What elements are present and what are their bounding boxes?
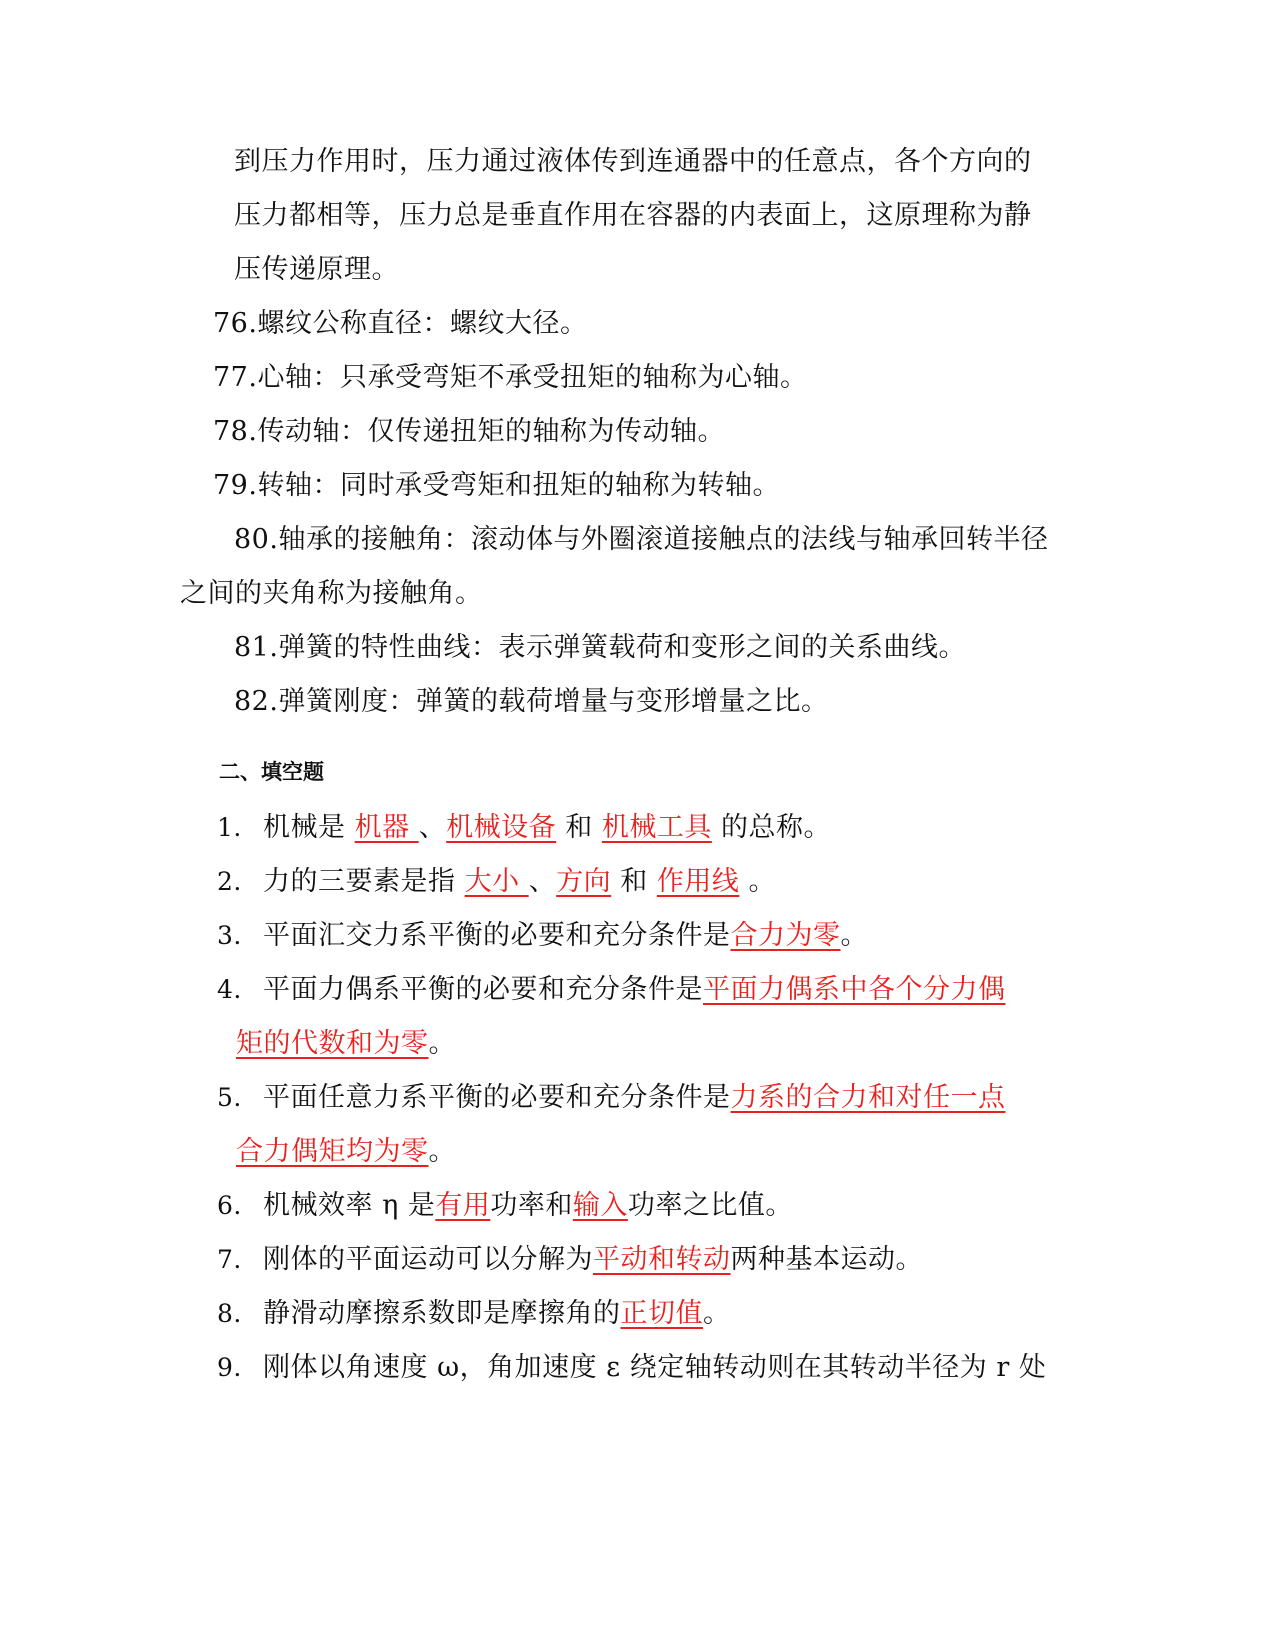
question-text: 、 — [418, 812, 447, 843]
answer-blank: 作用线 — [656, 866, 740, 897]
section-heading: 二、填空题 — [219, 760, 324, 784]
definition-77: 77.心轴：只承受弯矩不承受扭矩的轴称为心轴。 — [213, 362, 808, 393]
question-4-continuation — [236, 1026, 456, 1062]
definition-76: 76.螺纹公称直径：螺纹大径。 — [213, 308, 588, 339]
question-number: 3. — [217, 921, 242, 950]
answer-blank: 平面力偶系中各个分力偶 — [703, 974, 1006, 1005]
question-number: 2. — [217, 867, 242, 896]
question-text: 和 — [611, 866, 657, 897]
answer-blank: 合力偶矩均为零 — [236, 1136, 429, 1167]
question-3 — [217, 918, 868, 954]
question-text: 。 — [739, 866, 776, 897]
question-9 — [217, 1350, 1046, 1386]
question-6 — [217, 1188, 793, 1224]
paragraph-75-line-1: 到压力作用时，压力通过液体传到连通器中的任意点，各个方向的 — [234, 146, 1032, 177]
question-text: 的总称。 — [711, 812, 831, 843]
answer-blank: 机械设备 — [446, 812, 557, 843]
answer-blank: 平动和转动 — [593, 1244, 731, 1275]
question-7 — [217, 1242, 923, 1278]
question-text: 机械效率 η 是 — [263, 1190, 436, 1221]
question-2 — [217, 864, 776, 900]
question-text: 。 — [428, 1136, 456, 1167]
definition-79: 79.转轴：同时承受弯矩和扭矩的轴称为转轴。 — [213, 470, 780, 501]
question-text: 平面汇交力系平衡的必要和充分条件是 — [263, 920, 731, 951]
question-text: 刚体的平面运动可以分解为 — [263, 1244, 593, 1275]
question-text: 。 — [840, 920, 868, 951]
question-text: 平面任意力系平衡的必要和充分条件是 — [263, 1082, 731, 1113]
definition-82: 82.弹簧刚度：弹簧的载荷增量与变形增量之比。 — [234, 686, 829, 717]
question-text: 、 — [528, 866, 557, 897]
question-5-continuation — [236, 1134, 456, 1170]
paragraph-75-line-2: 压力都相等，压力总是垂直作用在容器的内表面上，这原理称为静 — [234, 200, 1032, 231]
question-text: 静滑动摩擦系数即是摩擦角的 — [263, 1298, 621, 1329]
question-text: 。 — [703, 1298, 731, 1329]
question-number: 8. — [217, 1299, 242, 1328]
question-number: 6. — [217, 1191, 242, 1220]
question-text: 和 — [556, 812, 602, 843]
question-number: 5. — [217, 1083, 242, 1112]
question-1 — [217, 810, 831, 846]
answer-blank: 方向 — [556, 866, 612, 897]
question-number: 4. — [217, 975, 242, 1004]
answer-blank: 有用 — [435, 1190, 491, 1221]
question-text: 。 — [428, 1028, 456, 1059]
question-text: 功率之比值。 — [627, 1190, 793, 1221]
question-text: 刚体以角速度 ω，角加速度 ε 绕定轴转动则在其转动半径为 r 处 — [263, 1352, 1047, 1383]
answer-blank: 大小 — [464, 866, 529, 897]
answer-blank: 正切值 — [620, 1298, 703, 1329]
question-text: 两种基本运动。 — [730, 1244, 923, 1275]
question-4 — [217, 972, 1006, 1008]
answer-blank: 机器 — [354, 812, 419, 843]
answer-blank: 机械工具 — [601, 812, 712, 843]
question-text: 机械是 — [263, 812, 355, 843]
question-text: 功率和 — [490, 1190, 573, 1221]
question-text: 平面力偶系平衡的必要和充分条件是 — [263, 974, 703, 1005]
answer-blank: 输入 — [572, 1190, 628, 1221]
paragraph-75-line-3: 压传递原理。 — [234, 254, 399, 285]
answer-blank: 力系的合力和对任一点 — [730, 1082, 1006, 1113]
question-number: 1. — [217, 813, 242, 842]
question-8 — [217, 1296, 731, 1332]
definition-81: 81.弹簧的特性曲线：表示弹簧载荷和变形之间的关系曲线。 — [234, 632, 966, 663]
definition-80-line-1: 80.轴承的接触角：滚动体与外圈滚道接触点的法线与轴承回转半径 — [234, 524, 1049, 555]
question-number: 7. — [217, 1245, 242, 1274]
question-number: 9. — [217, 1353, 242, 1382]
answer-blank: 合力为零 — [730, 920, 841, 951]
question-text: 力的三要素是指 — [263, 866, 465, 897]
answer-blank: 矩的代数和为零 — [236, 1028, 429, 1059]
definition-78: 78.传动轴：仅传递扭矩的轴称为传动轴。 — [213, 416, 725, 447]
definition-80-line-2: 之间的夹角称为接触角。 — [180, 578, 483, 609]
question-5 — [217, 1080, 1006, 1116]
